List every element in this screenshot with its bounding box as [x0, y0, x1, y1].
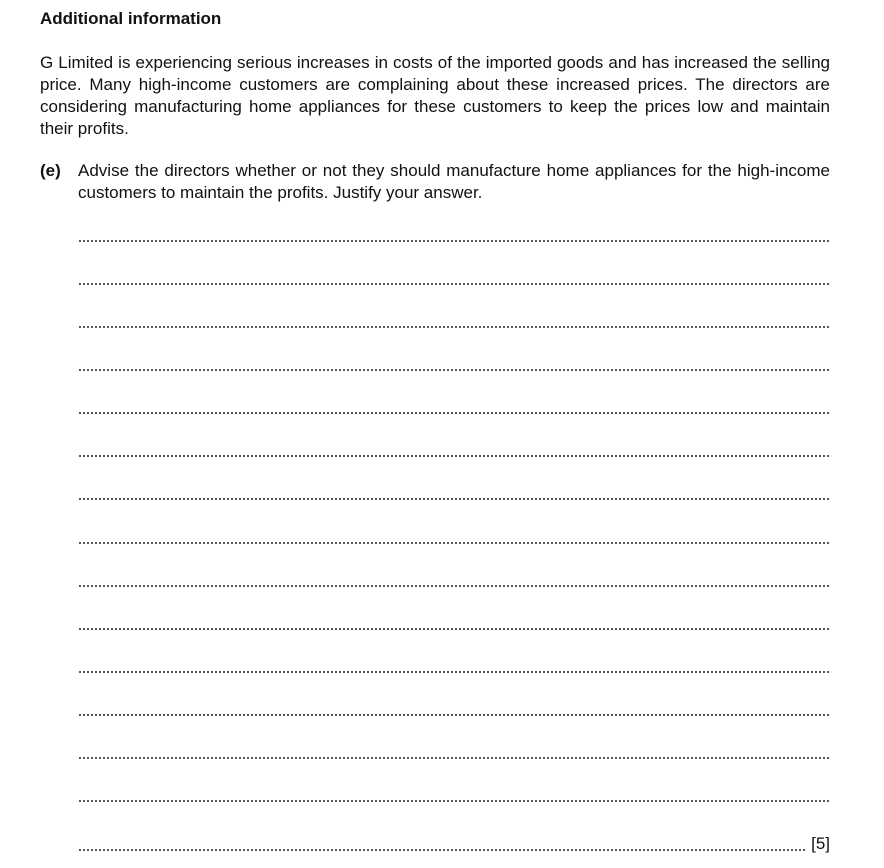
answer-line[interactable]: [79, 369, 829, 371]
answer-line[interactable]: [79, 542, 829, 544]
answer-line[interactable]: [79, 455, 829, 457]
answer-line[interactable]: [79, 628, 829, 630]
answer-line[interactable]: [79, 757, 829, 759]
marks-indicator: [5]: [811, 834, 830, 853]
answer-line[interactable]: [79, 326, 829, 328]
context-paragraph: G Limited is experiencing serious increases in costs of the imported goods and has increased the selling price. Many high-income customers are complaining about these increased prices. The directors are considering manufacturing home appliances for these customers to keep the prices low and maintain their profits.: [40, 53, 830, 138]
answer-line[interactable]: [79, 800, 829, 802]
answer-line[interactable]: [79, 283, 829, 285]
answer-line[interactable]: [79, 585, 829, 587]
answer-line[interactable]: [79, 498, 829, 500]
answer-line[interactable]: [79, 240, 829, 242]
question-e: [40, 160, 830, 204]
answer-line[interactable]: [79, 412, 829, 414]
final-answer-line[interactable]: [79, 832, 830, 854]
answer-line[interactable]: [79, 849, 805, 851]
answer-line[interactable]: [79, 671, 829, 673]
question-label: (e): [40, 161, 61, 180]
answer-line[interactable]: [79, 714, 829, 716]
question-text: Advise the directors whether or not they should manufacture home appliances for the high-income customers to maintain the profits. Justify your answer.: [78, 161, 830, 202]
section-heading: Additional information: [40, 9, 222, 28]
